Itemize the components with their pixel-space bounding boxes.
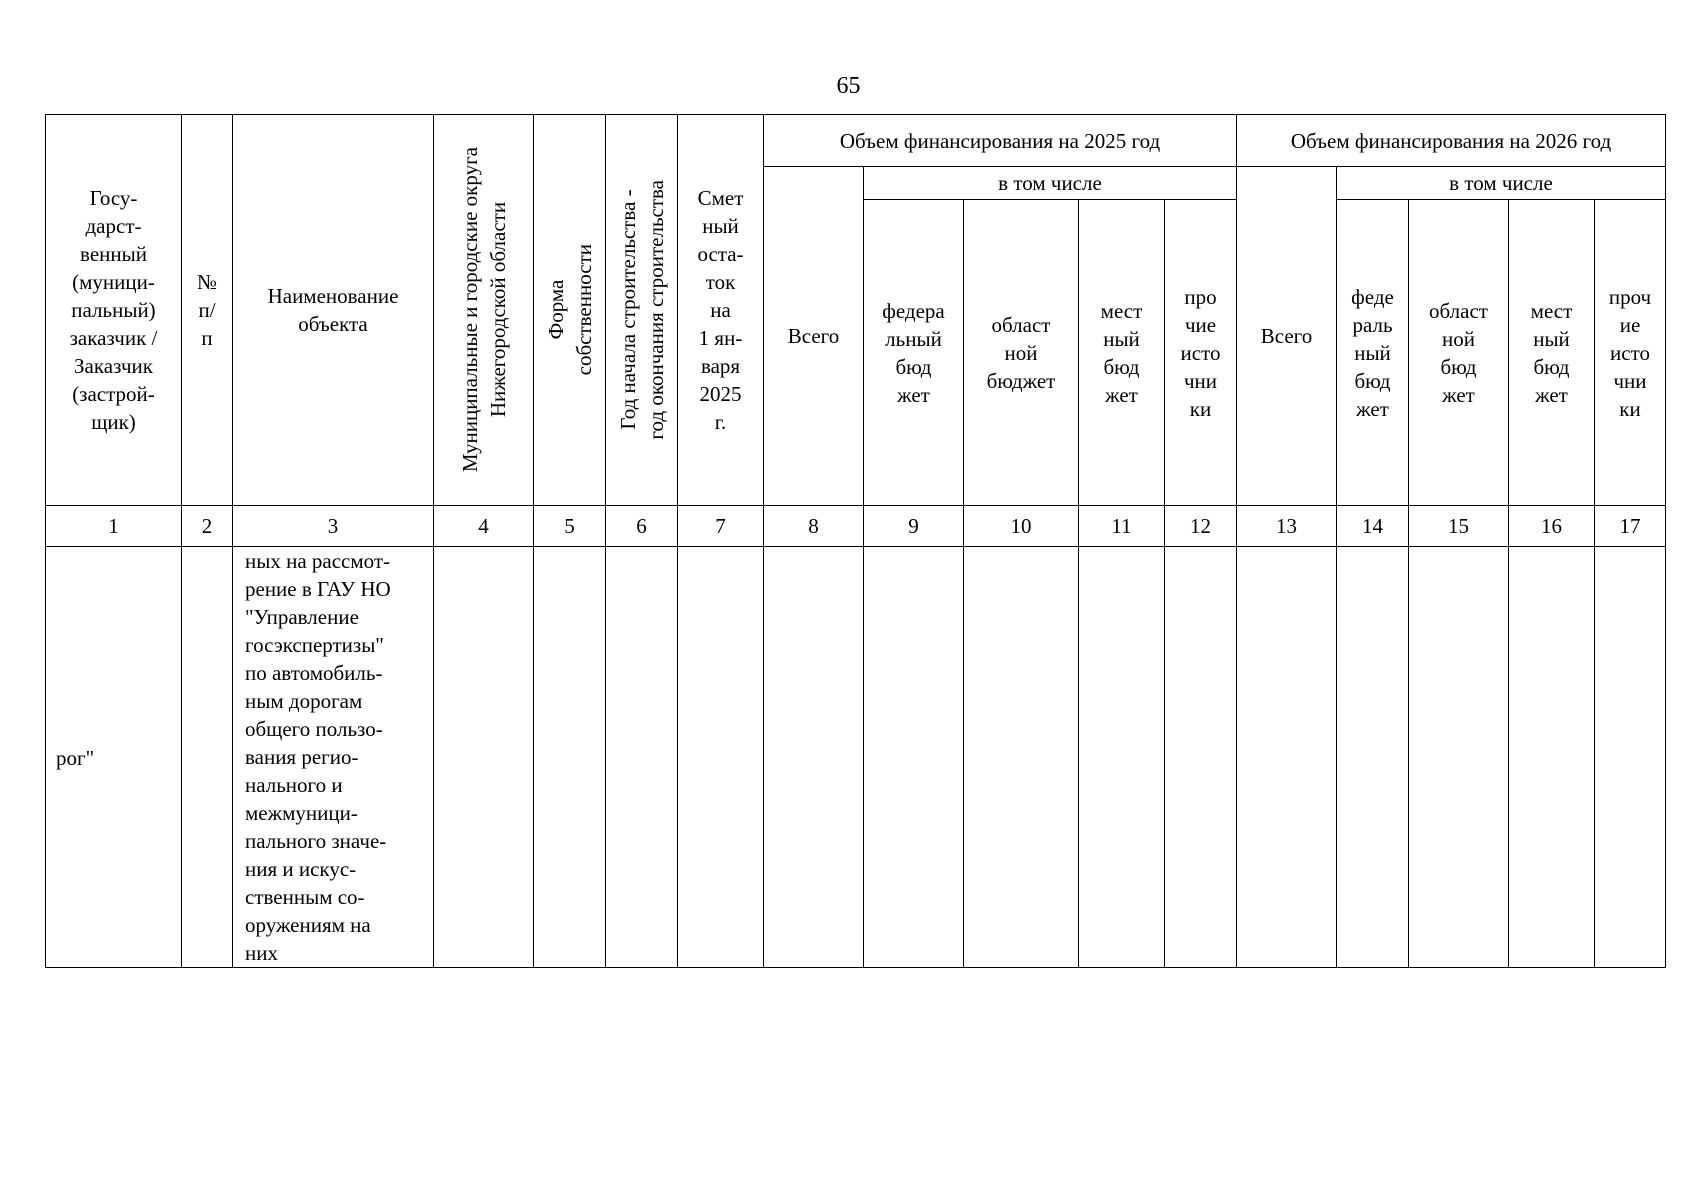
header-other-2025: про чие исто чни ки [1165,200,1237,506]
header-construction-years [606,115,678,506]
row-empty-cell [1165,547,1237,968]
column-number: 14 [1337,506,1409,547]
table-row [46,547,1666,968]
header-ownership [534,115,606,506]
column-number: 11 [1079,506,1165,547]
header-ownership-text: Форма собственности [543,244,596,376]
header-regional-2025: област ной бюджет [964,200,1079,506]
header-total-2026: Всего [1237,167,1337,506]
header-including-2026: в том числе [1337,167,1666,200]
column-number: 4 [434,506,534,547]
header-other-2026: проч ие исто чни ки [1595,200,1666,506]
header-local-2025: мест ный бюд жет [1079,200,1165,506]
header-group-2026: Объем финансирования на 2026 год [1237,115,1666,167]
financing-table [45,114,1666,968]
column-number: 6 [606,506,678,547]
row-empty-cell [534,547,606,968]
row-empty-cell [1409,547,1509,968]
column-number: 16 [1509,506,1595,547]
header-municipalities-text: Муниципальные и городские округа Нижегородской области [457,147,510,473]
header-construction-years-text: Год начала строительства - год окончания строительства [615,180,668,440]
column-number: 1 [46,506,182,547]
column-number: 17 [1595,506,1666,547]
row-empty-cell [1237,547,1337,968]
page-number: 65 [836,73,861,99]
row-object-name-text: ных на рассмот- рение в ГАУ НО "Управление госэкспертизы" по автомобиль- ным дорогам общего пользо- вания регио- нального и межмуници- пального значе- ния и искус- ственным со- оружениям на них [245,549,391,965]
row-empty-cell [1509,547,1595,968]
row-number [182,547,233,968]
row-empty-cell [434,547,534,968]
header-object-name: Наименование объекта [233,115,434,506]
header-including-2025: в том числе [864,167,1237,200]
column-number: 10 [964,506,1079,547]
row-empty-cell [864,547,964,968]
row-empty-cell [1337,547,1409,968]
column-number: 2 [182,506,233,547]
column-number: 7 [678,506,764,547]
row-empty-cell [1079,547,1165,968]
header-total-2025: Всего [764,167,864,506]
header-local-2026: мест ный бюд жет [1509,200,1595,506]
row-object-name [233,547,434,968]
column-number: 13 [1237,506,1337,547]
header-regional-2026: област ной бюд жет [1409,200,1509,506]
row-empty-cell [764,547,864,968]
column-number: 12 [1165,506,1237,547]
column-number: 3 [233,506,434,547]
column-number-row [46,506,1666,547]
row-empty-cell [606,547,678,968]
header-federal-2025: федера льный бюд жет [864,200,964,506]
header-municipalities [434,115,534,506]
column-number: 15 [1409,506,1509,547]
row-customer-text: рог" [56,746,95,770]
header-number: № п/ п [182,115,233,506]
header-customer: Госу- дарст- венный (муници- пальный) заказчик / Заказчик (застрой- щик) [46,115,182,506]
row-customer [46,547,182,968]
row-empty-cell [964,547,1079,968]
header-estimated-balance: Смет ный оста- ток на 1 ян- варя 2025 г. [678,115,764,506]
header-group-2025: Объем финансирования на 2025 год [764,115,1237,167]
row-empty-cell [678,547,764,968]
column-number: 5 [534,506,606,547]
header-federal-2026: феде раль ный бюд жет [1337,200,1409,506]
column-number: 9 [864,506,964,547]
column-number: 8 [764,506,864,547]
row-empty-cell [1595,547,1666,968]
